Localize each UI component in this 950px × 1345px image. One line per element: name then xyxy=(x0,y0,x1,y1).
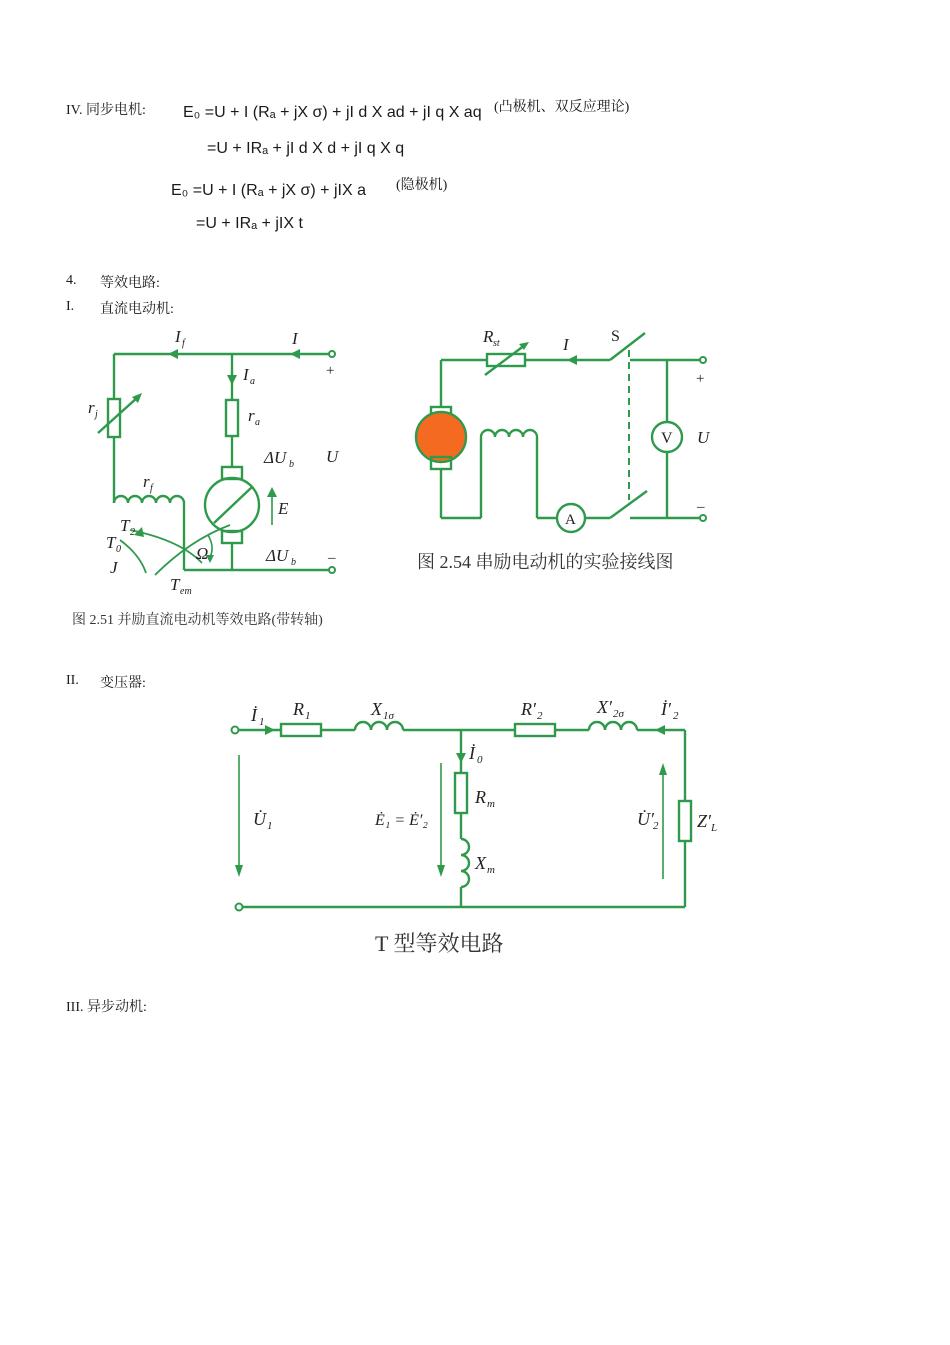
async-motor-title: III. 异步动机: xyxy=(66,1000,147,1015)
label-x2sp-sub: 2σ xyxy=(613,708,624,720)
label-t2-sub: 2 xyxy=(130,527,135,538)
label-if: I xyxy=(175,327,181,346)
transformer-number: II. xyxy=(66,673,79,688)
label-ra-sub: a xyxy=(255,417,260,428)
label-xm-sub: m xyxy=(487,864,495,876)
note-salient-pole: (凸极机、双反应理论) xyxy=(494,100,630,115)
figure-2-51-caption: 图 2.51 并励直流电动机等效电路(带转轴) xyxy=(72,613,323,628)
label-rf-sub: f xyxy=(150,483,153,494)
label-t2: T xyxy=(120,516,130,535)
label-rst: R xyxy=(483,327,494,346)
t-circuit-caption: T 型等效电路 xyxy=(375,931,504,956)
label-u1-sub: 1 xyxy=(267,820,273,832)
figure-2-54-series-motor-wiring xyxy=(405,325,735,575)
label-zlp-sub: L xyxy=(711,822,718,834)
label-tem: T xyxy=(170,575,180,594)
label-u2p: U̇′ xyxy=(637,809,654,829)
label-rst-sub: st xyxy=(493,338,500,349)
label-if-sub: f xyxy=(182,338,185,349)
label-rf: r xyxy=(143,472,150,491)
label-plus: + xyxy=(696,371,705,387)
section-4-number: 4. xyxy=(66,273,77,288)
label-minus: – xyxy=(697,499,705,515)
label-tem-sub: em xyxy=(180,586,192,597)
equation-3: E₀ =U + I (Rₐ + jX σ) + jIX a xyxy=(171,182,366,199)
figure-2-54-caption: 图 2.54 串励电动机的实验接线图 xyxy=(417,552,674,572)
transformer-t-equivalent-circuit xyxy=(225,693,725,958)
label-r1: R xyxy=(293,699,304,719)
label-x2sp: X′ xyxy=(597,697,612,717)
equation-4: =U + IRₐ + jIX t xyxy=(196,215,303,232)
label-minus: – xyxy=(328,550,336,566)
label-x1s-sub: 1σ xyxy=(383,710,394,722)
label-xm: X xyxy=(475,853,486,873)
sync-heading: IV. 同步电机: xyxy=(66,103,146,118)
dc-motor-title: 直流电动机: xyxy=(100,302,174,317)
label-i0-sub: 0 xyxy=(477,754,483,766)
label-i: I xyxy=(563,335,569,354)
label-ia: I xyxy=(243,365,249,384)
label-dub-top: ΔU xyxy=(264,448,287,467)
label-r2p-sub: 2 xyxy=(537,710,543,722)
label-r1-sub: 1 xyxy=(305,710,311,722)
label-r2p: R′ xyxy=(521,699,536,719)
label-x1s: X xyxy=(371,699,382,719)
label-j: J xyxy=(110,558,118,577)
label-rm-sub: m xyxy=(487,798,495,810)
label-rj: r xyxy=(88,398,95,417)
transformer-title: 变压器: xyxy=(100,676,146,691)
label-u1: U̇ xyxy=(253,809,266,829)
label-u2p-sub: 2 xyxy=(653,820,659,832)
label-i1-sub: 1 xyxy=(259,716,265,728)
figure-2-51-shunt-dc-motor xyxy=(60,325,390,628)
label-u: U xyxy=(326,447,339,466)
label-ia-sub: a xyxy=(250,376,255,387)
equation-1: E₀ =U + I (Rₐ + jX σ) + jI d X ad + jI q X aq xyxy=(183,104,482,121)
label-i: I xyxy=(292,329,298,348)
label-s: S xyxy=(611,328,620,345)
label-omega: Ω xyxy=(196,544,209,563)
label-t0: T xyxy=(106,533,116,552)
section-4-title: 等效电路: xyxy=(100,276,160,291)
label-plus: + xyxy=(326,363,335,379)
label-rm: R xyxy=(475,787,486,807)
label-e1-e2: Ė₁ = Ė′₂ xyxy=(375,812,428,829)
label-i0: İ xyxy=(469,743,475,763)
label-zlp: Z′ xyxy=(697,811,711,831)
label-t0-sub: 0 xyxy=(116,544,121,555)
label-e: E xyxy=(278,499,289,518)
equation-2: =U + IRₐ + jI d X d + jI q X q xyxy=(207,140,405,157)
label-rj-sub: j xyxy=(95,409,98,420)
label-dub-bottom: ΔU xyxy=(266,546,289,565)
label-v: V xyxy=(661,430,673,447)
note-cylindrical-rotor: (隐极机) xyxy=(396,178,448,193)
label-u: U xyxy=(697,428,710,447)
label-i2p-sub: 2 xyxy=(673,710,679,722)
label-i1: İ xyxy=(251,705,257,725)
label-dub-bottom-sub: b xyxy=(291,557,296,568)
dc-motor-number: I. xyxy=(66,299,75,314)
label-a: A xyxy=(565,512,576,528)
label-ra: r xyxy=(248,406,255,425)
label-dub-top-sub: b xyxy=(289,459,294,470)
label-i2p: İ′ xyxy=(661,699,671,719)
